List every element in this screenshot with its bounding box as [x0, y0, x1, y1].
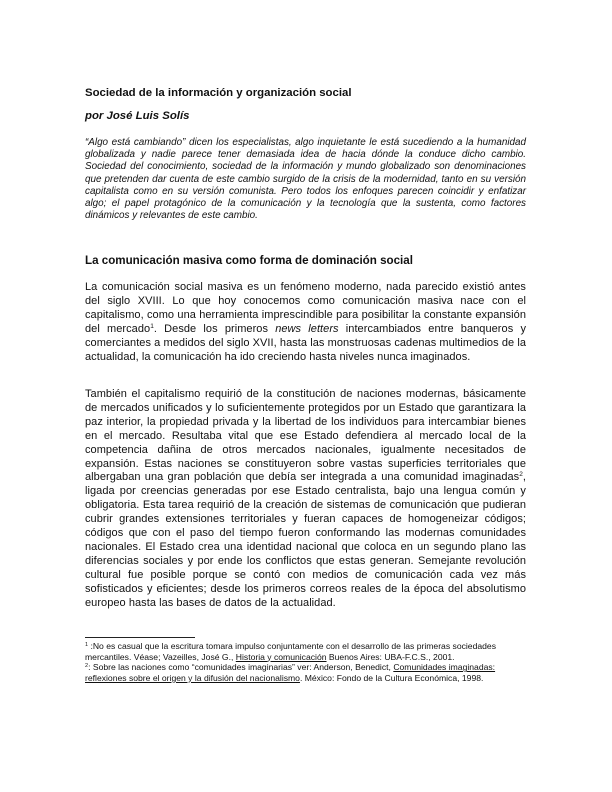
footnote-marker: 1	[85, 642, 89, 648]
footnote-text: :No es casual que la escritura tomara impulso conjuntamente con el desarrollo de las primeras sociedades mercantiles. Véase; Vazeilles, José G.,	[85, 641, 496, 662]
paragraph-text: La comunicación social masiva es un fenómeno moderno, nada parecido existió antes del siglo XVIII. Lo que hoy conocemos como comunicación masiva nace con el capitalismo, como una herramienta imprescindible para posibilitar la constante expansión del mercado	[85, 281, 526, 335]
paragraph-text: También el capitalismo requirió de la constitución de naciones modernas, básicamente de mercados unificados y lo suficientemente protegidos por un Estado que garantizara la paz interior, la propiedad privada y la libertad de los individuos para intercambiar bienes en el mercado. Resultaba vital que ese Estado defendiera al mercado local de la competencia dañina de otros mercados nacionales, igualmente necesitados de expansión. Estas naciones se constituyeron sobre vastas superficies territoriales que albergaban una gran población que debía ser integrada a una comunidad imaginadas	[85, 388, 526, 484]
footnote-text: : Sobre las naciones como “comunidades imaginarias” ver: Anderson, Benedict,	[88, 662, 394, 673]
footnote-marker: 2	[85, 663, 89, 670]
footnote-separator	[85, 637, 195, 638]
footnote-reference-1[interactable]: 1	[150, 322, 154, 330]
footnote-citation-title: Comunidades imaginadas: reflexiones sobre el origen y la difusión del nacionalismo	[85, 662, 496, 683]
paragraph-text: , ligada por creencias generadas por ese Estado centralista, bajo una lengua común y obligatoria. Esta tarea requirió de la creación de sistemas de comunicación que pudieran cubrir grandes extensiones territoriales y fueran capaces de homogeneizar códigos; códigos que con el paso del tiempo fueron conformando las modernas comunidades nacionales. El Estado crea una identidad nacional que coloca en un segundo plano las diferencias sociales y por ende los conflictos que estas generan. Semejante revolución cultural fue posible porque se contó con medios de comunicación cada vez más sofisticados y eficientes; desde los primeros correos reales de la época del absolutismo europeo hasta las bases de datos de la actualidad.	[85, 471, 526, 609]
footnote-text: . México: Fondo de la Cultura Económica, 1998.	[299, 672, 484, 683]
body-paragraph-1	[85, 281, 526, 364]
footnote-text: Buenos Aires: UBA-F.C.S., 2001.	[326, 651, 455, 662]
footnotes	[85, 641, 526, 683]
section-heading: La comunicación masiva como forma de dominación social	[85, 254, 413, 267]
paragraph-text: . Desde los primeros	[153, 322, 276, 335]
body-paragraph-2	[85, 388, 526, 611]
document-title: Sociedad de la información y organización social	[85, 87, 352, 99]
footnote-2	[85, 662, 526, 683]
document-author: por José Luis Solís	[85, 110, 190, 122]
abstract-paragraph: “Algo está cambiando” dicen los especialistas, algo inquietante le está sucediendo a la humanidad globalizada y nadie parece tener demasiada idea de hacia dónde la conduce dicho cambio. Sociedad del conocimiento, sociedad de la información y mundo globalizado son denominaciones que pretenden dar cuenta de este cambio surgido de la crisis de la modernidad, tanto en su versión capitalista como en su versión comunista. Pero todos los enfoques parecen coincidir y enfatizar algo; el papel protagónico de la comunicación y la tecnología que la sustenta, como factores dinámicos y relevantes de este cambio.	[85, 137, 526, 222]
footnote-reference-2[interactable]: 2	[519, 471, 523, 479]
footnote-citation-title: Historia y comunicación	[235, 651, 327, 662]
footnote-1	[85, 641, 526, 662]
paragraph-text: intercambiados entre banqueros y comerciantes a medidos del siglo XVII, hasta las monstruosas cadenas multimedios de la actualidad, la comunicación ha ido creciendo hasta niveles nunca imaginados.	[85, 322, 526, 363]
italic-term: news letters	[275, 322, 339, 335]
